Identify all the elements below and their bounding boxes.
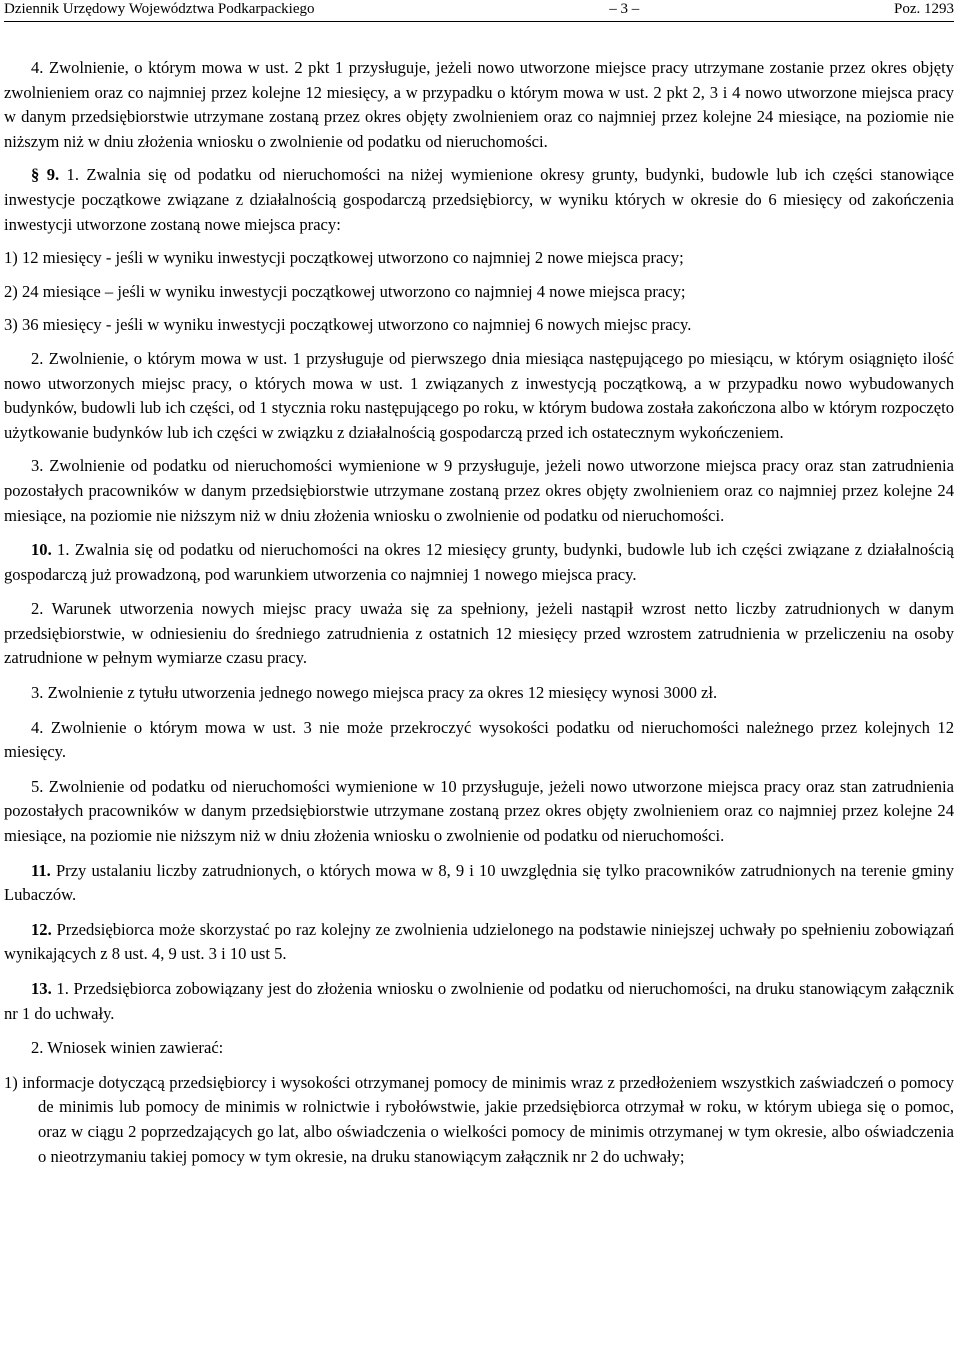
section-13-1-text: 1. Przedsiębiorca zobowiązany jest do złożenia wniosku o zwolnienie od podatku od nieruchomości, na druku stanowiącym załącznik nr 1 do uchwały. — [4, 979, 954, 1023]
section-10-paragraph-2: 2. Warunek utworzenia nowych miejsc pracy uważa się za spełniony, jeżeli nastąpił wzrost netto liczby zatrudnionych w danym przedsiębiorstwie, w odniesieniu do średniego zatrudnienia z ostatnich 12 miesięcy przed wzrostem zatrudnienia w przeliczeniu na osoby zatrudnione w pełnym wymiarze czasu pracy. — [4, 599, 954, 668]
section-11-label: 11. — [31, 860, 51, 880]
section-10-label: 10. — [31, 540, 52, 560]
header-divider — [4, 21, 954, 22]
section-9-paragraph-3: 3. Zwolnienie od podatku od nieruchomości wymienione w 9 przysługuje, jeżeli nowo utworzone miejsca pracy oraz stan zatrudnienia pozostałych pracowników w danym przedsiębiorstwie utrzymane zostaną przez okres objęty zwolnieniem oraz co najmniej przez kolejne 24 miesiące, na poziomie nie niższym niż w dniu złożenia wniosku o zwolnienie od podatku od nieruchomości. — [4, 456, 954, 525]
document-body — [4, 56, 954, 1169]
section-10-paragraph-4: 4. Zwolnienie o którym mowa w ust. 3 nie może przekroczyć wysokości podatku od nieruchomości należnego przez kolejnych 12 miesięcy. — [4, 717, 954, 762]
section-10-1-text: 1. Zwalnia się od podatku od nieruchomości na okres 12 miesięcy grunty, budynki, budowle lub ich części związane z działalnością gospodarczą już prowadzoną, pod warunkiem utworzenia co najmniej 1 nowego miejsca pracy. — [4, 540, 954, 584]
paragraph-8-4: 4. Zwolnienie, o którym mowa w ust. 2 pkt 1 przysługuje, jeżeli nowo utworzone miejsce pracy utrzymane zostanie przez okres objęty zwolnieniem oraz co najmniej przez kolejne 12 miesięcy, a w przypadku o którym mowa w ust. 2 pkt 2, 3 i 4 nowo utworzone miejsca pracy w danym przedsiębiorstwie utrzymane zostaną przez okres objęty zwolnieniem oraz co najmniej przez kolejne 24 miesiące, na poziomie nie niższym niż w dniu złożenia wniosku o zwolnienie od podatku od nieruchomości. — [4, 58, 954, 151]
journal-title: Dziennik Urzędowy Województwa Podkarpackiego — [4, 1, 315, 17]
section-12-paragraph — [4, 918, 954, 967]
section-13-item-1: 1) informacje dotyczącą przedsiębiorcy i wysokości otrzymanej pomocy de minimis wraz z przedłożeniem wszystkich zaświadczeń o pomocy de minimis lub pomocy de minimis w rolnictwie i rybołówstwie, jakie przedsiębiorca otrzymał w roku, w którym ubiega się o pomoc, oraz w ciągu 2 poprzedzających go lat, albo oświadczenia o wielkości pomocy de minimis otrzymanej w tym okresie, albo oświadczenia o nieotrzymaniu takiej pomocy w tym okresie, na druku stanowiącym załącznik nr 2 do uchwały; — [4, 1072, 954, 1166]
section-11-text: Przy ustalaniu liczby zatrudnionych, o których mowa w 8, 9 i 10 uwzględnia się tylko pracowników zatrudnionych na terenie gminy Lubaczów. — [4, 860, 954, 905]
section-9-paragraph-2: 2. Zwolnienie, o którym mowa w ust. 1 przysługuje od pierwszego dnia miesiąca następującego po miesiącu, w którym osiągnięto ilość nowo utworzonych miejsc pracy, o których mowa w ust. 1 związanych z inwestycją początkową, a w przypadku nowo wybudowanych budynków, budowli lub ich części, od 1 stycznia roku następującego po roku, w którym budowa została zakończona albo w którym rozpoczęto użytkowanie budynków lub ich części w związku z działalnością gospodarczą przed ich ostatecznym wykończeniem. — [4, 348, 954, 442]
section-13-paragraph-1 — [4, 977, 954, 1026]
position-number: Poz. 1293 — [893, 1, 954, 17]
section-10-paragraph-1 — [4, 538, 954, 587]
section-9-item-1: 1) 12 miesięcy - jeśli w wyniku inwestycji początkowej utworzono co najmniej 2 nowe miejsca pracy; — [4, 248, 684, 268]
section-9-item-3: 3) 36 miesięcy - jeśli w wyniku inwestycji początkowej utworzono co najmniej 6 nowych miejsc pracy. — [4, 315, 692, 335]
page-header — [4, 0, 954, 20]
page-number: – 3 – — [609, 1, 640, 17]
section-9-item-2: 2) 24 miesiące – jeśli w wyniku inwestycji początkowej utworzono co najmniej 4 nowe miejsca pracy; — [4, 281, 686, 301]
section-12-text: Przedsiębiorca może skorzystać po raz kolejny ze zwolnienia udzielonego na podstawie niniejszej uchwały po spełnieniu zobowiązań wynikających z 8 ust. 4, 9 ust. 3 i 10 ust 5. — [4, 919, 954, 964]
section-11-paragraph — [4, 859, 954, 908]
section-12-label: 12. — [31, 919, 52, 939]
section-13-paragraph-2: 2. Wniosek winien zawierać: — [31, 1038, 224, 1058]
section-9-1-text: 1. Zwalnia się od podatku od nieruchomości na niżej wymienione okresy grunty, budynki, budowle lub ich części stanowiące inwestycje początkowe związane z działalnością gospodarczą przedsiębiorcy, w wyniku których w okresie do 6 miesięcy od zakończenia inwestycji utworzone zostaną nowe miejsca pracy: — [4, 165, 955, 234]
section-10-paragraph-5: 5. Zwolnienie od podatku od nieruchomości wymienione w 10 przysługuje, jeżeli nowo utworzone miejsca pracy oraz stan zatrudnienia pozostałych pracowników w danym przedsiębiorstwie utrzymane zostaną przez okres objęty zwolnieniem oraz co najmniej przez kolejne 24 miesiące, na poziomie nie niższym niż w dniu złożenia wniosku o zwolnienie od podatku od nieruchomości. — [4, 776, 954, 846]
section-9-paragraph-1 — [4, 163, 954, 237]
section-9-label: § 9. — [31, 165, 60, 185]
section-10-paragraph-3: 3. Zwolnienie z tytułu utworzenia jednego nowego miejsca pracy za okres 12 miesięcy wynosi 3000 zł. — [31, 683, 718, 703]
section-13-label: 13. — [31, 979, 52, 998]
